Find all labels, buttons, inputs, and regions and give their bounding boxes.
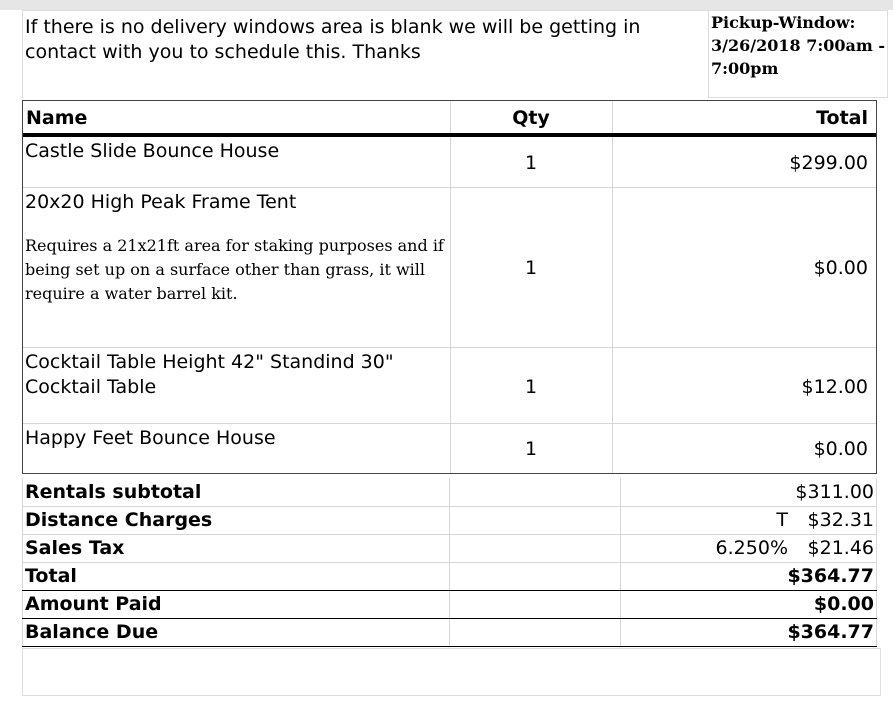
- item-name: Happy Feet Bounce House: [25, 427, 276, 449]
- row-divider: [23, 187, 876, 188]
- sales-tax-row: [22, 534, 877, 562]
- total-row: [22, 562, 877, 590]
- total-label: Total: [25, 565, 77, 587]
- sales-tax-label: Sales Tax: [25, 537, 125, 559]
- distance-charges-row: [22, 506, 877, 534]
- item-name: 20x20 High Peak Frame Tent: [25, 191, 297, 213]
- balance-due-value: $364.77: [787, 621, 874, 643]
- balance-due-label: Balance Due: [25, 621, 159, 643]
- column-header-total: Total: [816, 107, 868, 129]
- rental-items-table: [22, 100, 877, 474]
- item-qty: 1: [524, 152, 538, 174]
- item-qty: 1: [524, 257, 538, 279]
- item-total: $299.00: [789, 152, 868, 174]
- column-header-qty: Qty: [512, 107, 550, 129]
- item-total: $0.00: [813, 257, 868, 279]
- top-strip: [0, 0, 893, 10]
- row-divider: [23, 347, 876, 348]
- item-name: Castle Slide Bounce House: [25, 140, 280, 162]
- item-total: $0.00: [813, 438, 868, 460]
- footer-area: [22, 648, 881, 696]
- delivery-notice-box: [22, 10, 708, 98]
- rentals-subtotal-value: $311.00: [795, 481, 874, 503]
- distance-charges-label: Distance Charges: [25, 509, 213, 531]
- total-value: $364.77: [787, 565, 874, 587]
- balance-due-row: [22, 618, 877, 646]
- rentals-subtotal-label: Rentals subtotal: [25, 481, 202, 503]
- distance-charges-value: $32.31: [807, 509, 874, 531]
- amount-paid-row: [22, 590, 877, 618]
- item-description: Requires a 21x21ft area for staking purposes and if being set up on a surface other than grass, it will require a water barrel kit.: [25, 236, 444, 303]
- row-divider: [23, 423, 876, 424]
- pickup-window-box: [708, 10, 888, 98]
- sales-tax-rate: 6.250%: [715, 537, 788, 559]
- item-qty: 1: [524, 438, 538, 460]
- delivery-notice-text: If there is no delivery windows area is blank we will be getting in contact with you to schedule this. Thanks: [25, 16, 641, 63]
- column-divider: [612, 101, 613, 473]
- pickup-window-value: 3/26/2018 7:00am - 7:00pm: [711, 36, 885, 78]
- pickup-window-label: Pickup-Window:: [711, 13, 856, 32]
- summary-row-divider: [22, 646, 877, 647]
- item-qty: 1: [524, 376, 538, 398]
- rentals-subtotal-row: [22, 478, 877, 506]
- taxable-flag: T: [776, 509, 788, 531]
- amount-paid-value: $0.00: [813, 593, 874, 615]
- item-name: Cocktail Table Height 42" Standind 30" Cocktail Table: [25, 351, 394, 398]
- column-header-name: Name: [26, 107, 88, 129]
- amount-paid-label: Amount Paid: [25, 593, 162, 615]
- header-rule: [23, 133, 876, 137]
- item-total: $12.00: [801, 376, 868, 398]
- sales-tax-value: $21.46: [807, 537, 874, 559]
